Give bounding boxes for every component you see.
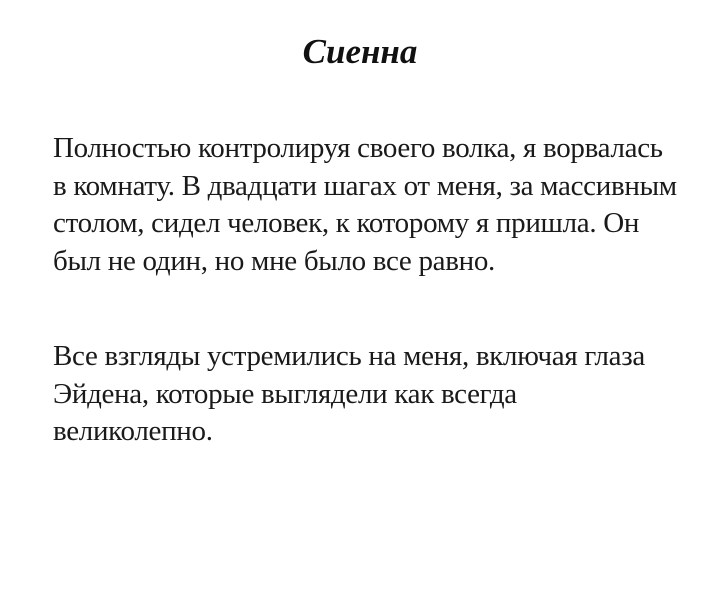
chapter-title: Сиенна — [302, 32, 418, 71]
paragraph-1: Полностью контролируя своего волка, я ворвалась в комнату. В двадцати шагах от меня, за массивным столом, сидел человек, к которому я пришла. Он был не один, но мне было все равно. — [53, 132, 677, 277]
paragraph-2: Все взгляды устремились на меня, включая глаза Эйдена, которые выглядели как всегда великолепно. — [53, 340, 645, 447]
